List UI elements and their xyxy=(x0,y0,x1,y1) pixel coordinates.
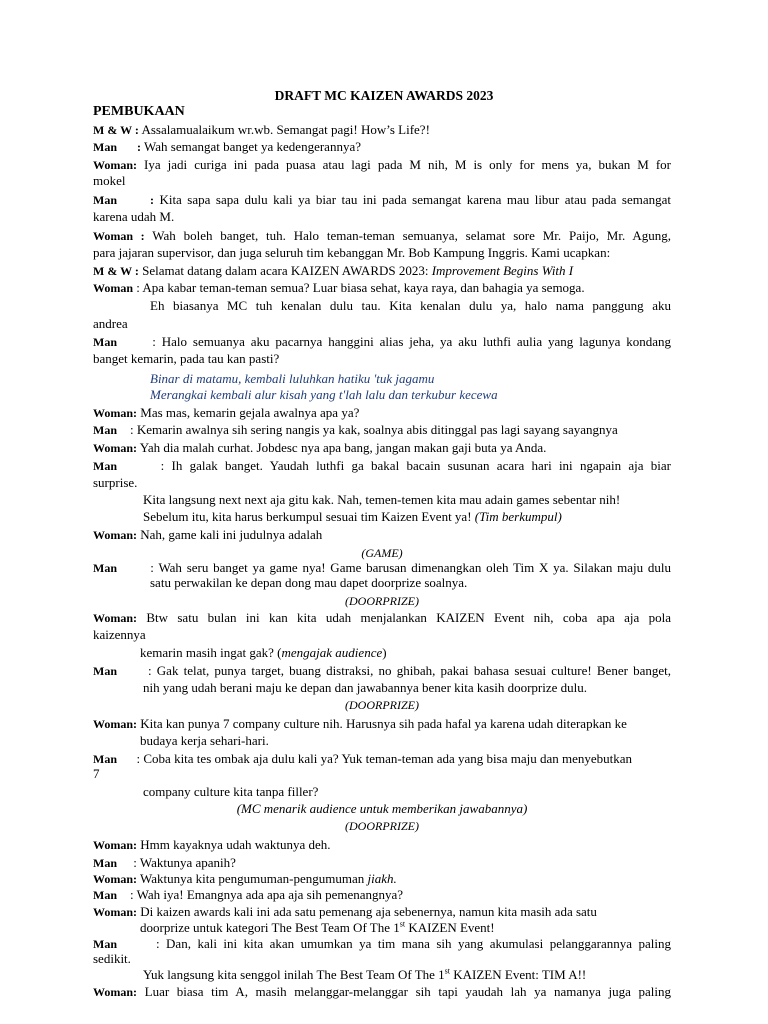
section-heading: PEMBUKAAN xyxy=(93,104,185,119)
speaker-label: Man xyxy=(93,856,117,870)
script-line: Woman : Wah boleh banget, tuh. Halo teman-teman semuanya, selamat sore Mr. Paijo, Mr. Agung, xyxy=(93,228,672,243)
script-line: andrea xyxy=(93,316,128,331)
script-line: company culture kita tanpa filler? xyxy=(143,784,319,799)
script-line: Woman : Apa kabar teman-teman semua? Luar biasa sehat, kaya raya, dan bahagia ya semoga. xyxy=(93,280,585,295)
speaker-label: Woman: xyxy=(93,441,138,455)
speaker-label: Man xyxy=(93,561,117,575)
script-line: satu perwakilan ke depan dong mau dapet doorprize soalnya. xyxy=(150,575,468,590)
script-line: Man : Dan, kali ini kita akan umumkan ya tim mana sih yang akumulasi pelanggarannya paling xyxy=(93,936,671,951)
stage-direction: (DOORPRIZE) xyxy=(345,698,419,712)
speaker-label: Man xyxy=(93,335,117,349)
script-line: Yuk langsung kita senggol inilah The Best Team Of The 1st KAIZEN Event: TIM A!! xyxy=(143,966,587,982)
stage-direction: (DOORPRIZE) xyxy=(345,819,419,833)
script-line: Man : Halo semuanya aku pacarnya hanggini alias jeha, ya aku luthfi aulia yang lagunya kondang xyxy=(93,334,671,349)
speaker-label: Woman: xyxy=(93,905,138,919)
stage-direction: (DOORPRIZE) xyxy=(345,594,419,608)
script-line: Woman: Nah, game kali ini judulnya adalah xyxy=(93,527,323,542)
script-line: M & W : Assalamualaikum wr.wb. Semangat pagi! How’s Life?! xyxy=(93,122,430,137)
script-line: mokel xyxy=(93,173,126,188)
script-line: Man : Wah seru banget ya game nya! Game barusan dimenangkan oleh Tim X ya. Silakan maju dulu xyxy=(93,560,671,575)
speaker-label: Man xyxy=(93,459,117,473)
script-line: Man : Kita sapa sapa dulu kali ya biar tau ini pada semangat karena mau libur atau pada semangat xyxy=(93,192,672,207)
script-line: 7 xyxy=(93,766,100,781)
script-line: Woman: Btw satu bulan ini kan kita udah menjalankan KAIZEN Event nih, coba apa aja pola xyxy=(93,610,671,625)
script-line: Woman: Waktunya kita pengumuman-pengumuman jiakh. xyxy=(93,871,397,886)
script-line: Woman: Iya jadi curiga ini pada puasa atau lagi pada M nih, M is only for mens ya, bukan M for xyxy=(93,157,671,172)
script-line: Kita langsung next next aja gitu kak. Nah, temen-temen kita mau adain games sebentar nih! xyxy=(143,492,621,507)
speaker-label: Woman : xyxy=(93,229,145,243)
script-line: kaizennya xyxy=(93,627,146,642)
script-line: karena udah M. xyxy=(93,209,175,224)
stage-direction: (GAME) xyxy=(361,546,403,560)
script-line: nih yang udah berani maju ke depan dan jawabannya bener kita kasih doorprize dulu. xyxy=(143,680,588,695)
script-line: Woman: Kita kan punya 7 company culture nih. Harusnya sih pada hafal ya karena udah diterapkan ke xyxy=(93,716,627,731)
speaker-label: Woman: xyxy=(93,611,138,625)
speaker-label: Man xyxy=(93,888,117,902)
speaker-label: Man xyxy=(93,752,117,766)
script-line: M & W : Selamat datang dalam acara KAIZEN AWARDS 2023: Improvement Begins With I xyxy=(93,263,574,278)
script-line: banget kemarin, pada tau kan pasti? xyxy=(93,351,280,366)
script-line: Woman: Di kaizen awards kali ini ada satu pemenang aja sebenernya, namun kita masih ada satu xyxy=(93,904,597,919)
script-line: Man : Kemarin awalnya sih sering nangis ya kak, soalnya abis ditinggal pas lagi sayang sayangnya xyxy=(93,422,618,437)
script-line: budaya kerja sehari-hari. xyxy=(140,733,269,748)
script-line: Man : Gak telat, punya target, buang distraksi, no ghibah, pakai bahasa sesuai culture! Bener banget, xyxy=(93,663,671,678)
speaker-label: Woman: xyxy=(93,158,138,172)
speaker-label: Man xyxy=(93,140,117,154)
script-line: Woman: Mas mas, kemarin gejala awalnya apa ya? xyxy=(93,405,360,420)
script-line: surprise. xyxy=(93,475,138,490)
script-line: Man : Ih galak banget. Yaudah luthfi ga bakal bacain susunan acara hari ini ngapain aja biar xyxy=(93,458,671,473)
speaker-label: Woman: xyxy=(93,528,138,542)
speaker-label: Woman: xyxy=(93,838,138,852)
speaker-label: Man xyxy=(93,193,117,207)
script-line: kemarin masih ingat gak? (mengajak audience) xyxy=(140,645,387,660)
lyric-line: Merangkai kembali alur kisah yang t'lah lalu dan terkubur kecewa xyxy=(150,387,498,402)
speaker-label: Woman xyxy=(93,281,134,295)
script-line: sedikit. xyxy=(93,951,131,966)
script-line: Woman: Luar biasa tim A, masih melanggar-melanggar sih tapi yaudah lah ya namanya juga paling xyxy=(93,984,671,999)
script-line: Man : Coba kita tes ombak aja dulu kali ya? Yuk teman-teman ada yang bisa maju dan menyebutkan xyxy=(93,751,633,766)
document-title: DRAFT MC KAIZEN AWARDS 2023 xyxy=(274,88,494,103)
script-line: Eh biasanya MC tuh kenalan dulu tau. Kita kenalan dulu ya, halo nama panggung aku xyxy=(150,298,671,313)
script-line: doorprize untuk kategori The Best Team Of The 1st KAIZEN Event! xyxy=(140,919,495,935)
speaker-label: Man xyxy=(93,423,117,437)
script-line: para jajaran supervisor, dan juga seluruh tim kebanggan Mr. Bob Kampung Inggris. Kami ucapkan: xyxy=(93,245,611,260)
speaker-label: M & W : xyxy=(93,264,139,278)
speaker-label: Man xyxy=(93,664,117,678)
script-line: Man : Wah semangat banget ya kedengerannya? xyxy=(93,139,361,154)
speaker-label: M & W : xyxy=(93,123,139,137)
script-line: Man : Wah iya! Emangnya ada apa aja sih pemenangnya? xyxy=(93,887,404,902)
stage-direction: (MC menarik audience untuk memberikan jawabannya) xyxy=(236,801,528,816)
lyric-line: Binar di matamu, kembali luluhkan hatiku 'tuk jagamu xyxy=(150,371,435,386)
speaker-label: Woman: xyxy=(93,872,138,886)
speaker-label: Woman: xyxy=(93,406,138,420)
script-line: Woman: Yah dia malah curhat. Jobdesc nya apa bang, jangan makan gaji buta ya Anda. xyxy=(93,440,547,455)
script-line: Sebelum itu, kita harus berkumpul sesuai tim Kaizen Event ya! (Tim berkumpul) xyxy=(143,509,562,524)
speaker-label: Woman: xyxy=(93,985,138,999)
script-line: Woman: Hmm kayaknya udah waktunya deh. xyxy=(93,837,331,852)
speaker-label: Man xyxy=(93,937,117,951)
speaker-label: Woman: xyxy=(93,717,138,731)
script-line: Man : Waktunya apanih? xyxy=(93,855,236,870)
